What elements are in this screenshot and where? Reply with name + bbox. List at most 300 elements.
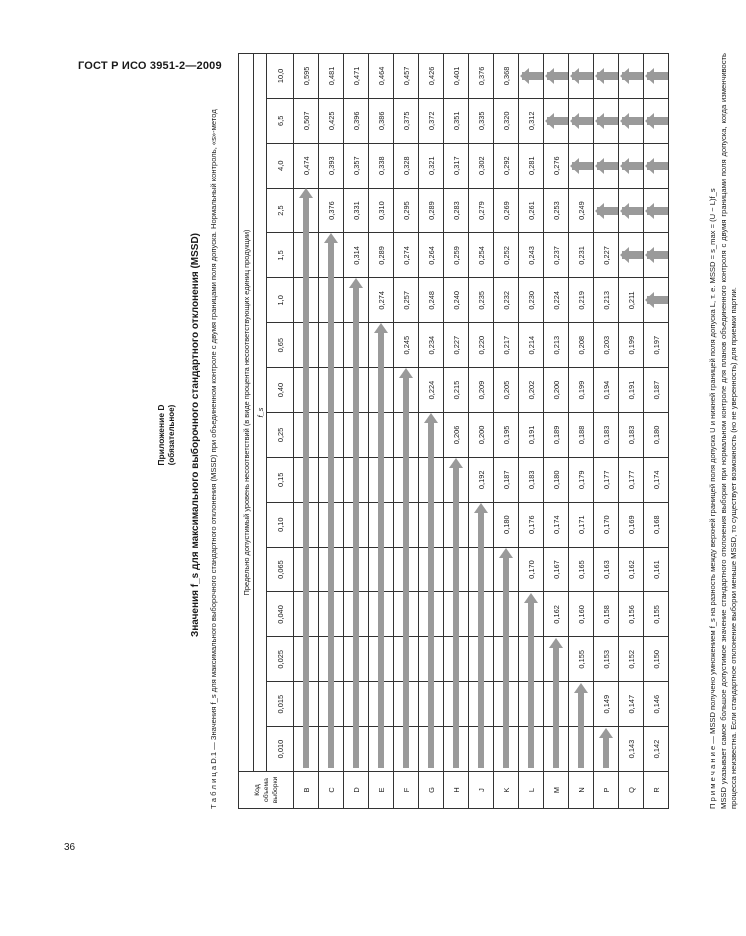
- table-cell: 0,295: [394, 188, 419, 233]
- table-cell: 0,595: [294, 54, 319, 99]
- table-cell: 0,211: [619, 278, 644, 323]
- row-code: E: [369, 772, 394, 809]
- table-cell: [544, 727, 569, 772]
- table-cell: 0,457: [394, 54, 419, 99]
- table-cell: [369, 413, 394, 458]
- table-cell: [619, 188, 644, 233]
- table-cell: [344, 502, 369, 547]
- table-cell: 0,281: [519, 143, 544, 188]
- table-cell: [294, 547, 319, 592]
- table-cell: 0,481: [319, 54, 344, 99]
- table-cell: 0,197: [644, 323, 669, 368]
- arrow-up-icon: [572, 72, 593, 80]
- note-2: MSSD указывает самое большое допустимое значение стандартного отклонения выборки при нормальном контроле для планов объединенного контроля с двумя границами поля допуска, когда изменчивость процесса неизвестна. Если стандартное отклонение выборки меньше MSSD, то существует возможность (но не уверенность) для приемки партии.: [719, 53, 738, 809]
- table-cell: [494, 682, 519, 727]
- row-code: M: [544, 772, 569, 809]
- table-cell: 0,176: [519, 502, 544, 547]
- table-cell: 0,149: [594, 682, 619, 727]
- table-cell: [369, 727, 394, 772]
- table-cell: [319, 457, 344, 502]
- table-cell: 0,224: [419, 368, 444, 413]
- table-cell: [619, 98, 644, 143]
- table-cell: [519, 637, 544, 682]
- table-cell: 0,174: [544, 502, 569, 547]
- row-code: Q: [619, 772, 644, 809]
- table-cell: [369, 682, 394, 727]
- table-cell: 0,474: [294, 143, 319, 188]
- table-cell: [394, 637, 419, 682]
- column-header: 0,065: [267, 547, 294, 592]
- table-cell: 0,199: [569, 368, 594, 413]
- table-cell: 0,147: [619, 682, 644, 727]
- table-cell: [444, 682, 469, 727]
- table-cell: [344, 278, 369, 323]
- table-cell: 0,426: [419, 54, 444, 99]
- table-cell: 0,240: [444, 278, 469, 323]
- table-cell: [294, 368, 319, 413]
- table-cell: [569, 727, 594, 772]
- table-cell: 0,209: [469, 368, 494, 413]
- table-cell: 0,331: [344, 188, 369, 233]
- table-cell: 0,174: [644, 457, 669, 502]
- table-cell: [469, 592, 494, 637]
- table-cell: 0,162: [619, 547, 644, 592]
- table-cell: [369, 323, 394, 368]
- table-cell: [294, 278, 319, 323]
- table-cell: [319, 233, 344, 278]
- table-cell: 0,230: [519, 278, 544, 323]
- table-cell: [444, 727, 469, 772]
- table-cell: 0,279: [469, 188, 494, 233]
- table-cell: 0,283: [444, 188, 469, 233]
- table-cell: [369, 368, 394, 413]
- table-cell: 0,351: [444, 98, 469, 143]
- column-header: 6,5: [267, 98, 294, 143]
- table-cell: 0,187: [494, 457, 519, 502]
- table-cell: [369, 457, 394, 502]
- table-cell: [294, 502, 319, 547]
- table-cell: [419, 682, 444, 727]
- arrow-up-icon: [647, 207, 668, 215]
- table-caption: Т а б л и ц а D.1 — Значения f_s для максимального выборочного стандартного отклонения (MSSD) при объединенном контроле с двумя границами поля допуска. Нормальный контроль, «s»-метод: [209, 109, 218, 809]
- table-cell: [344, 413, 369, 458]
- table-cell: [394, 368, 419, 413]
- arrow-up-icon: [622, 72, 643, 80]
- note-1: П р и м е ч а н и е — MSSD получено умножением f_s на разность между верхней границей поля допуска U и нижней границей поля допуска L, т. е. MSSD = s_max = (U − L)f_s: [708, 188, 717, 809]
- table-cell: 0,205: [494, 368, 519, 413]
- arrow-up-icon: [597, 207, 618, 215]
- table-cell: 0,274: [369, 278, 394, 323]
- table-cell: 0,183: [519, 457, 544, 502]
- table-cell: 0,259: [444, 233, 469, 278]
- table-cell: 0,254: [469, 233, 494, 278]
- table-cell: [469, 547, 494, 592]
- row-code: N: [569, 772, 594, 809]
- table-cell: 0,292: [494, 143, 519, 188]
- table-cell: 0,215: [444, 368, 469, 413]
- table-cell: 0,237: [544, 233, 569, 278]
- column-header: 10,0: [267, 54, 294, 99]
- table-cell: [569, 682, 594, 727]
- table-cell: [519, 682, 544, 727]
- table-cell: [644, 98, 669, 143]
- table-cell: [544, 98, 569, 143]
- column-header: 1,5: [267, 233, 294, 278]
- column-header: 0,040: [267, 592, 294, 637]
- table-cell: [644, 233, 669, 278]
- table-cell: [294, 323, 319, 368]
- table-cell: 0,335: [469, 98, 494, 143]
- table-cell: [319, 368, 344, 413]
- table-cell: [419, 547, 444, 592]
- column-header: 0,10: [267, 502, 294, 547]
- table-row: [469, 54, 494, 809]
- table-cell: 0,183: [594, 413, 619, 458]
- table-cell: 0,376: [319, 188, 344, 233]
- table-cell: 0,153: [594, 637, 619, 682]
- table-cell: 0,338: [369, 143, 394, 188]
- table-cell: [344, 637, 369, 682]
- table-cell: [369, 637, 394, 682]
- table-cell: 0,170: [594, 502, 619, 547]
- table-cell: [394, 413, 419, 458]
- table-cell: [544, 637, 569, 682]
- table-row: [644, 54, 669, 809]
- table-cell: [644, 143, 669, 188]
- table-cell: 0,220: [469, 323, 494, 368]
- table-cell: [369, 592, 394, 637]
- table-cell: [569, 98, 594, 143]
- table-cell: 0,200: [469, 413, 494, 458]
- table-cell: [319, 682, 344, 727]
- table-cell: 0,396: [344, 98, 369, 143]
- table-cell: 0,257: [394, 278, 419, 323]
- row-code: P: [594, 772, 619, 809]
- table-cell: [294, 637, 319, 682]
- row-code: R: [644, 772, 669, 809]
- column-header: 0,25: [267, 413, 294, 458]
- table-cell: [444, 502, 469, 547]
- arrow-up-icon: [647, 162, 668, 170]
- arrow-up-icon: [572, 162, 593, 170]
- fs-table: [238, 53, 669, 809]
- column-header: 0,010: [267, 727, 294, 772]
- table-cell: 0,507: [294, 98, 319, 143]
- table-cell: 0,464: [369, 54, 394, 99]
- table-cell: [594, 188, 619, 233]
- table-cell: 0,243: [519, 233, 544, 278]
- table-row: [294, 54, 319, 809]
- table-cell: 0,171: [569, 502, 594, 547]
- table-cell: [644, 278, 669, 323]
- fs-symbol: f_s: [254, 54, 267, 772]
- table-cell: [469, 727, 494, 772]
- notes-block: [708, 53, 740, 809]
- column-header: 1,0: [267, 278, 294, 323]
- table-row: [394, 54, 419, 809]
- table-cell: 0,393: [319, 143, 344, 188]
- table-cell: 0,310: [369, 188, 394, 233]
- code-header: Код объема выборки: [239, 772, 294, 809]
- table-cell: 0,188: [569, 413, 594, 458]
- table-cell: 0,232: [494, 278, 519, 323]
- row-code: F: [394, 772, 419, 809]
- table-cell: 0,202: [519, 368, 544, 413]
- row-code: H: [444, 772, 469, 809]
- table-cell: [344, 457, 369, 502]
- arrow-up-icon: [547, 117, 568, 125]
- row-code: J: [469, 772, 494, 809]
- table-cell: 0,276: [544, 143, 569, 188]
- table-cell: 0,274: [394, 233, 419, 278]
- arrow-up-icon: [647, 251, 668, 259]
- table-cell: 0,231: [569, 233, 594, 278]
- table-cell: [344, 323, 369, 368]
- table-cell: 0,321: [419, 143, 444, 188]
- table-cell: 0,253: [544, 188, 569, 233]
- table-cell: 0,312: [519, 98, 544, 143]
- table-cell: [344, 682, 369, 727]
- table-cell: [319, 502, 344, 547]
- table-cell: [369, 547, 394, 592]
- table-cell: [644, 54, 669, 99]
- table-cell: [469, 682, 494, 727]
- arrow-up-icon: [647, 296, 668, 304]
- column-header: 0,015: [267, 682, 294, 727]
- table-cell: 0,142: [644, 727, 669, 772]
- table-cell: 0,248: [419, 278, 444, 323]
- table-cell: [644, 188, 669, 233]
- table-cell: [569, 54, 594, 99]
- table-cell: [394, 457, 419, 502]
- table-cell: 0,219: [569, 278, 594, 323]
- main-title: Значения f_s для максимального выборочного стандартного отклонения (MSSD): [190, 232, 201, 638]
- table-cell: 0,191: [519, 413, 544, 458]
- table-cell: 0,189: [544, 413, 569, 458]
- table-cell: [344, 547, 369, 592]
- table-cell: 0,156: [619, 592, 644, 637]
- table-cell: 0,289: [419, 188, 444, 233]
- table-cell: [319, 637, 344, 682]
- table-cell: 0,401: [444, 54, 469, 99]
- column-header: 4,0: [267, 143, 294, 188]
- table-cell: 0,213: [594, 278, 619, 323]
- table-cell: [419, 727, 444, 772]
- table-cell: 0,217: [494, 323, 519, 368]
- table-cell: [294, 233, 319, 278]
- table-cell: [319, 547, 344, 592]
- table-cell: 0,376: [469, 54, 494, 99]
- appendix-status: (обязательное): [167, 404, 176, 466]
- table-cell: 0,160: [569, 592, 594, 637]
- table-cell: 0,269: [494, 188, 519, 233]
- arrow-up-icon: [622, 251, 643, 259]
- column-header: 0,15: [267, 457, 294, 502]
- document-header: ГОСТ Р ИСО 3951-2—2009: [78, 60, 222, 72]
- column-header: 0,025: [267, 637, 294, 682]
- table-cell: [419, 457, 444, 502]
- table-cell: [594, 54, 619, 99]
- aql-header: Предельно допустимый уровень несоответствий (в виде процента несоответствующих единиц продукции): [239, 54, 254, 772]
- table-cell: [319, 278, 344, 323]
- arrow-up-icon: [622, 162, 643, 170]
- table-cell: 0,162: [544, 592, 569, 637]
- table-cell: [419, 502, 444, 547]
- table-cell: 0,168: [644, 502, 669, 547]
- table-row: [444, 54, 469, 809]
- column-header: 0,40: [267, 368, 294, 413]
- table-cell: 0,289: [369, 233, 394, 278]
- table-cell: 0,177: [594, 457, 619, 502]
- table-cell: 0,264: [419, 233, 444, 278]
- table-cell: [319, 323, 344, 368]
- table-cell: 0,213: [544, 323, 569, 368]
- table-cell: [394, 547, 419, 592]
- table-cell: 0,187: [644, 368, 669, 413]
- table-cell: [319, 727, 344, 772]
- table-cell: 0,227: [594, 233, 619, 278]
- row-code: L: [519, 772, 544, 809]
- arrow-up-icon: [647, 72, 668, 80]
- table-cell: 0,227: [444, 323, 469, 368]
- table-cell: 0,425: [319, 98, 344, 143]
- table-row: [419, 54, 444, 809]
- table-cell: 0,180: [544, 457, 569, 502]
- rotated-content: [156, 35, 746, 835]
- table-cell: [594, 98, 619, 143]
- table-cell: 0,158: [594, 592, 619, 637]
- arrow-up-icon: [522, 72, 543, 80]
- table-cell: 0,252: [494, 233, 519, 278]
- table-cell: [469, 502, 494, 547]
- table-cell: 0,224: [544, 278, 569, 323]
- table-cell: [444, 592, 469, 637]
- arrow-up-icon: [572, 117, 593, 125]
- table-cell: [619, 143, 644, 188]
- table-cell: [619, 54, 644, 99]
- table-row: [519, 54, 544, 809]
- table-cell: 0,206: [444, 413, 469, 458]
- table-cell: 0,386: [369, 98, 394, 143]
- table-cell: [319, 413, 344, 458]
- arrow-up-icon: [597, 162, 618, 170]
- table-cell: 0,235: [469, 278, 494, 323]
- table-row: [594, 54, 619, 809]
- table-cell: 0,179: [569, 457, 594, 502]
- table-cell: [494, 592, 519, 637]
- table-cell: 0,155: [569, 637, 594, 682]
- table-cell: [419, 592, 444, 637]
- table-cell: [294, 592, 319, 637]
- table-cell: [444, 637, 469, 682]
- appendix-title: Приложение D: [156, 404, 166, 466]
- table-cell: 0,199: [619, 323, 644, 368]
- table-cell: 0,372: [419, 98, 444, 143]
- table-row: [344, 54, 369, 809]
- table-cell: [344, 368, 369, 413]
- table-cell: [619, 233, 644, 278]
- arrow-up-icon: [547, 72, 568, 80]
- row-code: D: [344, 772, 369, 809]
- row-code: B: [294, 772, 319, 809]
- table-cell: 0,170: [519, 547, 544, 592]
- table-cell: [494, 547, 519, 592]
- table-row: [544, 54, 569, 809]
- table-row: [569, 54, 594, 809]
- row-code: G: [419, 772, 444, 809]
- table-cell: 0,195: [494, 413, 519, 458]
- table-cell: 0,155: [644, 592, 669, 637]
- row-code: C: [319, 772, 344, 809]
- table-cell: [294, 682, 319, 727]
- table-cell: 0,375: [394, 98, 419, 143]
- table-cell: 0,183: [619, 413, 644, 458]
- table-row: [619, 54, 644, 809]
- row-code: K: [494, 772, 519, 809]
- table-cell: [444, 547, 469, 592]
- table-cell: 0,200: [544, 368, 569, 413]
- arrow-up-icon: [597, 72, 618, 80]
- table-cell: 0,208: [569, 323, 594, 368]
- table-cell: 0,194: [594, 368, 619, 413]
- table-cell: 0,161: [644, 547, 669, 592]
- table-cell: [394, 592, 419, 637]
- table-cell: 0,203: [594, 323, 619, 368]
- table-cell: 0,357: [344, 143, 369, 188]
- table-cell: 0,143: [619, 727, 644, 772]
- table-cell: [294, 188, 319, 233]
- table-cell: [344, 592, 369, 637]
- arrow-up-icon: [597, 117, 618, 125]
- table-cell: [519, 727, 544, 772]
- table-cell: 0,165: [569, 547, 594, 592]
- arrow-up-icon: [622, 117, 643, 125]
- table-cell: [494, 637, 519, 682]
- table-cell: [519, 54, 544, 99]
- table-cell: [369, 502, 394, 547]
- table-cell: 0,146: [644, 682, 669, 727]
- arrow-right-icon: [603, 737, 609, 768]
- table-cell: 0,150: [644, 637, 669, 682]
- table-cell: 0,180: [644, 413, 669, 458]
- table-cell: 0,320: [494, 98, 519, 143]
- table-cell: [594, 143, 619, 188]
- table-row: [369, 54, 394, 809]
- table-cell: 0,249: [569, 188, 594, 233]
- table-cell: 0,245: [394, 323, 419, 368]
- table-cell: [494, 727, 519, 772]
- table-cell: [469, 637, 494, 682]
- table-cell: [419, 413, 444, 458]
- table-cell: 0,167: [544, 547, 569, 592]
- table-cell: [544, 682, 569, 727]
- table-cell: [294, 727, 319, 772]
- page-number: 36: [64, 842, 76, 853]
- table-cell: 0,368: [494, 54, 519, 99]
- table-cell: 0,234: [419, 323, 444, 368]
- table-cell: 0,328: [394, 143, 419, 188]
- table-cell: [294, 457, 319, 502]
- table-row: [494, 54, 519, 809]
- table-cell: [294, 413, 319, 458]
- table-cell: 0,169: [619, 502, 644, 547]
- table-cell: [344, 727, 369, 772]
- arrow-up-icon: [622, 207, 643, 215]
- table-cell: 0,317: [444, 143, 469, 188]
- table-cell: 0,180: [494, 502, 519, 547]
- table-cell: [444, 457, 469, 502]
- table-cell: [519, 592, 544, 637]
